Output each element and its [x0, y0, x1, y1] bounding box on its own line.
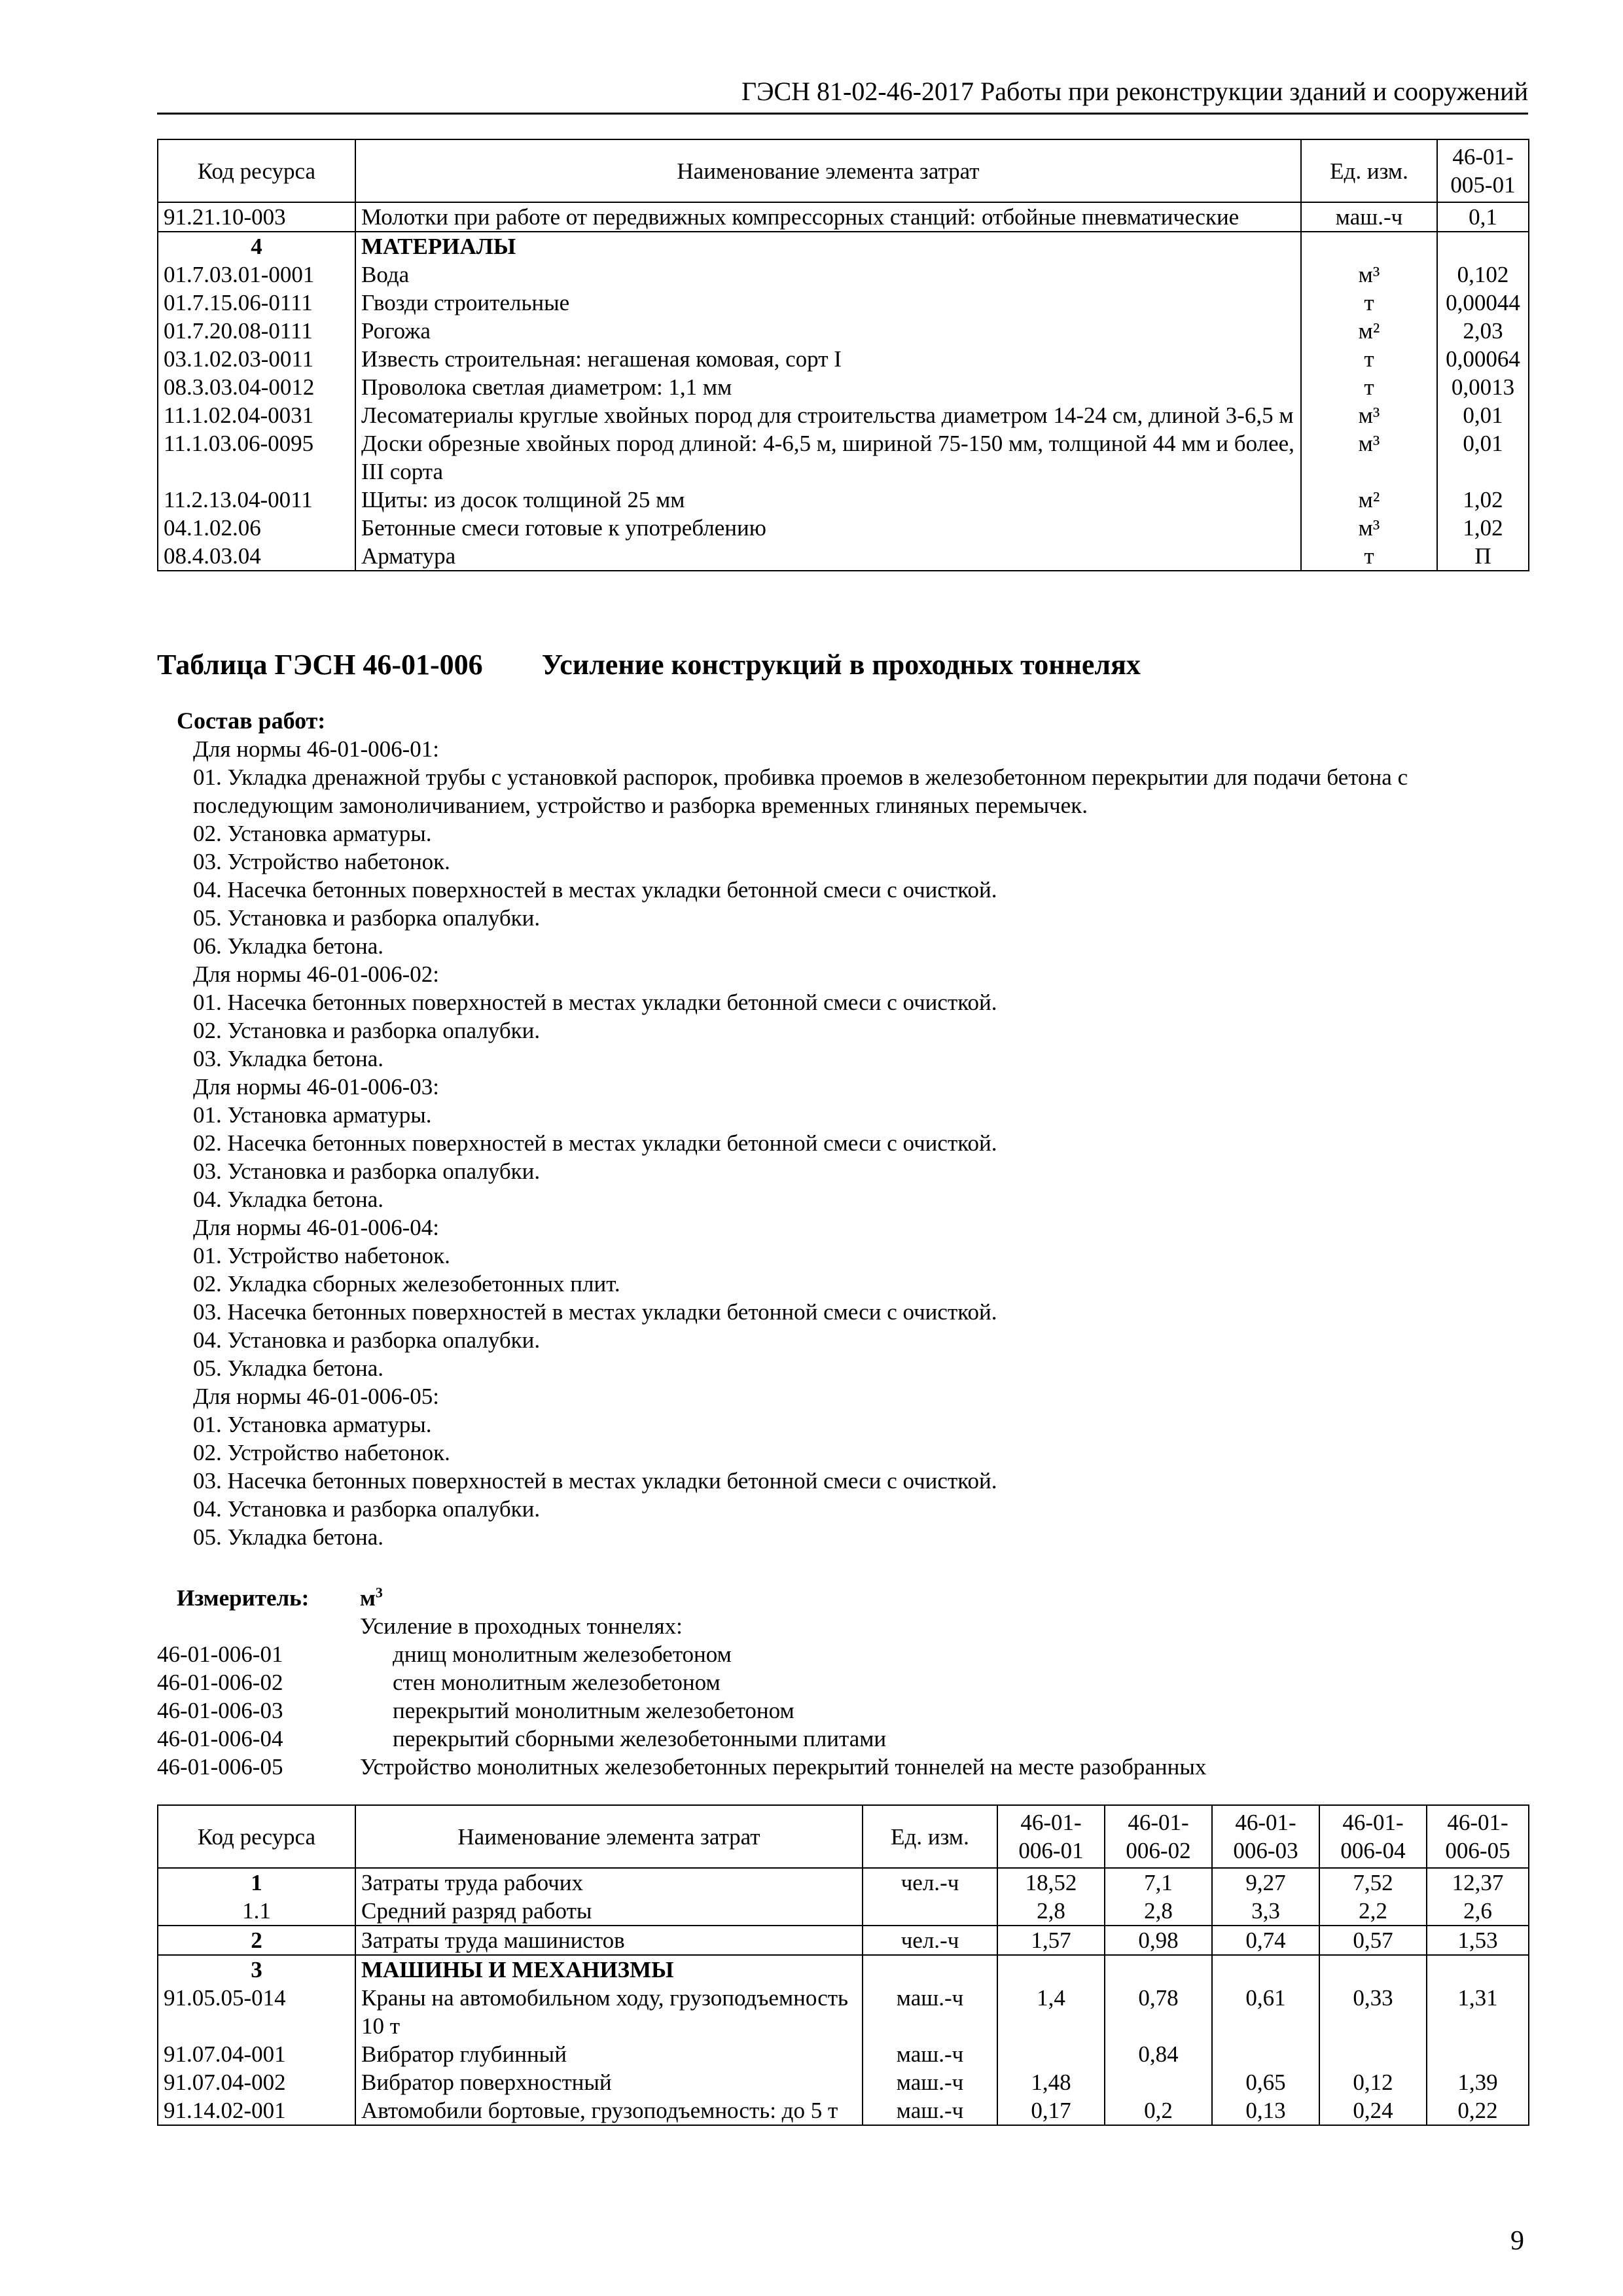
norm-value — [1212, 1955, 1319, 1984]
resource-unit: м² — [1301, 486, 1437, 514]
norm-value: 1,39 — [1427, 2068, 1529, 2096]
norm-value — [1212, 2040, 1319, 2068]
table-row — [158, 1984, 1529, 2040]
header-unit: Ед. изм. — [1301, 139, 1437, 202]
norm-heading: Для нормы 46-01-006-01: — [193, 736, 439, 762]
work-item: 03. Устройство набетонок. — [193, 849, 450, 874]
resource-name: МАТЕРИАЛЫ — [355, 232, 1301, 260]
header-norm-1: 46-01-006-01 — [997, 1805, 1105, 1868]
norm-value: 1,4 — [997, 1984, 1105, 2040]
norm-value: 0,65 — [1212, 2068, 1319, 2096]
header-code: Код ресурса — [158, 1805, 355, 1868]
resource-name: Проволока светлая диаметром: 1,1 мм — [355, 373, 1301, 401]
norm-value: 0,33 — [1319, 1984, 1427, 2040]
resource-name: Автомобили бортовые, грузоподъемность: до 5 т — [355, 2096, 863, 2125]
table-row — [158, 2040, 1529, 2068]
norm-heading: Для нормы 46-01-006-05: — [193, 1384, 439, 1409]
measure-code: 46-01-006-02 — [157, 1670, 283, 1695]
resource-code: 01.7.03.01-0001 — [158, 260, 355, 289]
norm-value: 0,84 — [1105, 2040, 1212, 2068]
resource-value: 0,00044 — [1437, 289, 1529, 317]
resource-code: 08.4.03.04 — [158, 542, 355, 571]
work-item: 03. Насечка бетонных поверхностей в местах укладки бетонной смеси с очисткой. — [193, 1468, 997, 1494]
resource-code: 91.07.04-002 — [158, 2068, 355, 2096]
resource-code: 08.3.03.04-0012 — [158, 373, 355, 401]
resource-code: 91.07.04-001 — [158, 2040, 355, 2068]
work-item: 02. Насечка бетонных поверхностей в местах укладки бетонной смеси с очисткой. — [193, 1130, 997, 1156]
resource-code: 1.1 — [158, 1897, 355, 1926]
norm-value: 0,13 — [1212, 2096, 1319, 2125]
norm-value: 1,53 — [1427, 1926, 1529, 1955]
resource-name: Известь строительная: негашеная комовая, сорт I — [355, 345, 1301, 373]
norm-value — [1105, 2068, 1212, 2096]
norm-heading: Для нормы 46-01-006-04: — [193, 1215, 439, 1240]
measure-intro: Усиление в проходных тоннелях: — [360, 1613, 683, 1639]
resource-code: 11.2.13.04-0011 — [158, 486, 355, 514]
work-item: 05. Укладка бетона. — [193, 1355, 384, 1381]
norm-value: 0,12 — [1319, 2068, 1427, 2096]
resource-unit: т — [1301, 542, 1437, 571]
table-row — [158, 514, 1529, 542]
table-row — [158, 373, 1529, 401]
norm-value: 2,2 — [1319, 1897, 1427, 1926]
resource-name: Вибратор поверхностный — [355, 2068, 863, 2096]
resource-code: 11.1.03.06-0095 — [158, 429, 355, 486]
header-unit: Ед. изм. — [863, 1805, 997, 1868]
table-row — [158, 486, 1529, 514]
header-norm-3: 46-01-006-03 — [1212, 1805, 1319, 1868]
norm-value — [997, 2040, 1105, 2068]
measure-text: днищ монолитным железобетоном — [393, 1641, 732, 1667]
norm-value: 18,52 — [997, 1868, 1105, 1897]
resource-unit: т — [1301, 289, 1437, 317]
materials-table — [157, 139, 1529, 571]
resource-value: 1,02 — [1437, 486, 1529, 514]
measure-text: перекрытий монолитным железобетоном — [393, 1698, 794, 1723]
resource-code: 04.1.02.06 — [158, 514, 355, 542]
resource-name: Лесоматериалы круглые хвойных пород для строительства диаметром 14-24 см, длиной 3-6,5 м — [355, 401, 1301, 429]
resource-code: 01.7.15.06-0111 — [158, 289, 355, 317]
header-title: ГЭСН 81-02-46-2017 Работы при реконструкции зданий и сооружений — [741, 77, 1528, 106]
work-item: 02. Укладка сборных железобетонных плит. — [193, 1271, 620, 1297]
measure-unit: $м^3$ — [360, 1584, 383, 1611]
resource-value: 0,1 — [1437, 202, 1529, 232]
resource-unit: т — [1301, 373, 1437, 401]
resource-code: 4 — [158, 232, 355, 260]
resource-value: П — [1437, 542, 1529, 571]
resource-unit: т — [1301, 345, 1437, 373]
table-row — [158, 1897, 1529, 1926]
resource-unit: маш.-ч — [863, 2068, 997, 2096]
resource-code: 03.1.02.03-0011 — [158, 345, 355, 373]
resource-code: 01.7.20.08-0111 — [158, 317, 355, 345]
table-row — [158, 1868, 1529, 1897]
page-number: 9 — [1510, 2226, 1524, 2256]
resource-value — [1437, 232, 1529, 260]
work-item: 03. Насечка бетонных поверхностей в местах укладки бетонной смеси с очисткой. — [193, 1299, 997, 1325]
resource-name: Вибратор глубинный — [355, 2040, 863, 2068]
table-row — [158, 317, 1529, 345]
table-row — [158, 1955, 1529, 1984]
header-norm: 46-01-005-01 — [1437, 139, 1529, 202]
table-label: Таблица ГЭСН 46-01-006 — [157, 649, 483, 681]
measure-text: Устройство монолитных железобетонных перекрытий тоннелей на месте разобранных — [360, 1754, 1207, 1780]
resource-unit: м² — [1301, 317, 1437, 345]
header-name: Наименование элемента затрат — [355, 1805, 863, 1868]
resource-unit: маш.-ч — [863, 2040, 997, 2068]
work-item: 04. Установка и разборка опалубки. — [193, 1496, 541, 1522]
resource-value: 2,03 — [1437, 317, 1529, 345]
resource-unit — [1301, 232, 1437, 260]
norm-value: 2,6 — [1427, 1897, 1529, 1926]
resource-name: Затраты труда рабочих — [355, 1868, 863, 1897]
resource-value: 0,01 — [1437, 429, 1529, 486]
measure-block — [157, 1584, 1206, 1781]
header-norm-2: 46-01-006-02 — [1105, 1805, 1212, 1868]
work-item: 01. Насечка бетонных поверхностей в местах укладки бетонной смеси с очисткой. — [193, 990, 997, 1015]
resource-code: 91.05.05-014 — [158, 1984, 355, 2040]
works-list — [157, 735, 1528, 1551]
resource-code: 2 — [158, 1926, 355, 1955]
resource-unit: м³ — [1301, 401, 1437, 429]
resource-name: Затраты труда машинистов — [355, 1926, 863, 1955]
measure-code: 46-01-006-04 — [157, 1726, 283, 1751]
measure-text: стен монолитным железобетоном — [393, 1670, 721, 1695]
table-row — [158, 2096, 1529, 2125]
work-item: 06. Укладка бетона. — [193, 933, 384, 959]
resource-value: 0,01 — [1437, 401, 1529, 429]
table-row — [158, 542, 1529, 571]
norm-value: 0,22 — [1427, 2096, 1529, 2125]
resource-unit: м³ — [1301, 260, 1437, 289]
measure-label: Измеритель: — [177, 1585, 310, 1611]
work-item: 01. Устройство набетонок. — [193, 1243, 450, 1268]
table-row — [158, 260, 1529, 289]
resource-code: 91.21.10-003 — [158, 202, 355, 232]
work-item: 01. Установка арматуры. — [193, 1102, 432, 1128]
resource-unit — [863, 1955, 997, 1984]
header-code: Код ресурса — [158, 139, 355, 202]
resource-code: 11.1.02.04-0031 — [158, 401, 355, 429]
measure-code: 46-01-006-03 — [157, 1698, 283, 1723]
norm-value — [997, 1955, 1105, 1984]
work-item: 03. Укладка бетона. — [193, 1046, 384, 1071]
work-item: 02. Установка арматуры. — [193, 821, 432, 846]
work-composition — [157, 707, 1528, 1551]
resource-value: 0,102 — [1437, 260, 1529, 289]
norm-value: 0,17 — [997, 2096, 1105, 2125]
work-item: 05. Укладка бетона. — [193, 1524, 384, 1550]
resources-table — [157, 1804, 1529, 2126]
table-row — [158, 1926, 1529, 1955]
norm-value: 1,31 — [1427, 1984, 1529, 2040]
resource-unit: чел.-ч — [863, 1926, 997, 1955]
resource-name: Доски обрезные хвойных пород длиной: 4-6,5 м, шириной 75-150 мм, толщиной 44 мм и более, III сорта — [355, 429, 1301, 486]
resource-name: Молотки при работе от передвижных компрессорных станций: отбойные пневматические — [355, 202, 1301, 232]
resource-value: 0,00064 — [1437, 345, 1529, 373]
norm-heading: Для нормы 46-01-006-03: — [193, 1074, 439, 1100]
resource-code: 1 — [158, 1868, 355, 1897]
header-norm-5: 46-01-006-05 — [1427, 1805, 1529, 1868]
work-item: 04. Установка и разборка опалубки. — [193, 1327, 541, 1353]
work-item: 05. Установка и разборка опалубки. — [193, 905, 541, 931]
table-header-row — [158, 1805, 1529, 1868]
resource-value: 1,02 — [1437, 514, 1529, 542]
table-row — [158, 289, 1529, 317]
norm-value: 2,8 — [1105, 1897, 1212, 1926]
norm-value: 3,3 — [1212, 1897, 1319, 1926]
norm-value: 0,74 — [1212, 1926, 1319, 1955]
measure-code: 46-01-006-01 — [157, 1641, 283, 1667]
norm-value: 0,24 — [1319, 2096, 1427, 2125]
resource-name: Средний разряд работы — [355, 1897, 863, 1926]
table-row — [158, 232, 1529, 260]
norm-value: 12,37 — [1427, 1868, 1529, 1897]
resource-name: Гвозди строительные — [355, 289, 1301, 317]
work-item: 02. Устройство набетонок. — [193, 1440, 450, 1465]
work-item: 04. Насечка бетонных поверхностей в местах укладки бетонной смеси с очисткой. — [193, 877, 997, 903]
running-header — [157, 72, 1528, 115]
table-row — [158, 202, 1529, 232]
header-norm-4: 46-01-006-04 — [1319, 1805, 1427, 1868]
norm-value — [1427, 2040, 1529, 2068]
resource-name: Вода — [355, 260, 1301, 289]
resource-value: 0,0013 — [1437, 373, 1529, 401]
norm-value — [1105, 1955, 1212, 1984]
work-item: 02. Установка и разборка опалубки. — [193, 1018, 541, 1043]
resource-name: Щиты: из досок толщиной 25 мм — [355, 486, 1301, 514]
norm-heading: Для нормы 46-01-006-02: — [193, 961, 439, 987]
measure-text: перекрытий сборными железобетонными плитами — [393, 1726, 887, 1751]
norm-value: 9,27 — [1212, 1868, 1319, 1897]
resource-name: МАШИНЫ И МЕХАНИЗМЫ — [355, 1955, 863, 1984]
table-row — [158, 2068, 1529, 2096]
resource-unit: маш.-ч — [1301, 202, 1437, 232]
work-item: 03. Установка и разборка опалубки. — [193, 1158, 541, 1184]
norm-value: 7,1 — [1105, 1868, 1212, 1897]
resource-name: Бетонные смеси готовые к употреблению — [355, 514, 1301, 542]
norm-value: 0,61 — [1212, 1984, 1319, 2040]
norm-value: 0,98 — [1105, 1926, 1212, 1955]
resource-unit — [863, 1897, 997, 1926]
norm-value: 1,48 — [997, 2068, 1105, 2096]
norm-value — [1427, 1955, 1529, 1984]
norm-value: 0,57 — [1319, 1926, 1427, 1955]
norm-value — [1319, 2040, 1427, 2068]
table-title — [157, 648, 1141, 681]
table-name: Усиление конструкций в проходных тоннелях — [541, 649, 1141, 681]
resource-unit: маш.-ч — [863, 2096, 997, 2125]
norm-value: 2,8 — [997, 1897, 1105, 1926]
work-item: 01. Укладка дренажной трубы с установкой распорок, пробивка проемов в железобетонном перекрытии для подачи бетона с последующим замоноличиванием, устройство и разборка временных глиняных перемычек. — [193, 764, 1408, 818]
works-label: Состав работ: — [177, 708, 326, 734]
norm-value: 7,52 — [1319, 1868, 1427, 1897]
table-row — [158, 345, 1529, 373]
header-name: Наименование элемента затрат — [355, 139, 1301, 202]
table-header-row — [158, 139, 1529, 202]
norm-value: 0,78 — [1105, 1984, 1212, 2040]
norm-value: 0,2 — [1105, 2096, 1212, 2125]
resource-unit: чел.-ч — [863, 1868, 997, 1897]
resource-name: Краны на автомобильном ходу, грузоподъемность 10 т — [355, 1984, 863, 2040]
resource-unit: м³ — [1301, 514, 1437, 542]
resource-name: Арматура — [355, 542, 1301, 571]
work-item: 01. Установка арматуры. — [193, 1412, 432, 1437]
resource-code: 91.14.02-001 — [158, 2096, 355, 2125]
resource-name: Рогожа — [355, 317, 1301, 345]
table-row — [158, 401, 1529, 429]
table-row — [158, 429, 1529, 486]
measure-code: 46-01-006-05 — [157, 1754, 283, 1780]
resource-unit: м³ — [1301, 429, 1437, 486]
resource-code: 3 — [158, 1955, 355, 1984]
norm-value — [1319, 1955, 1427, 1984]
norm-value: 1,57 — [997, 1926, 1105, 1955]
work-item: 04. Укладка бетона. — [193, 1187, 384, 1212]
resource-unit: маш.-ч — [863, 1984, 997, 2040]
